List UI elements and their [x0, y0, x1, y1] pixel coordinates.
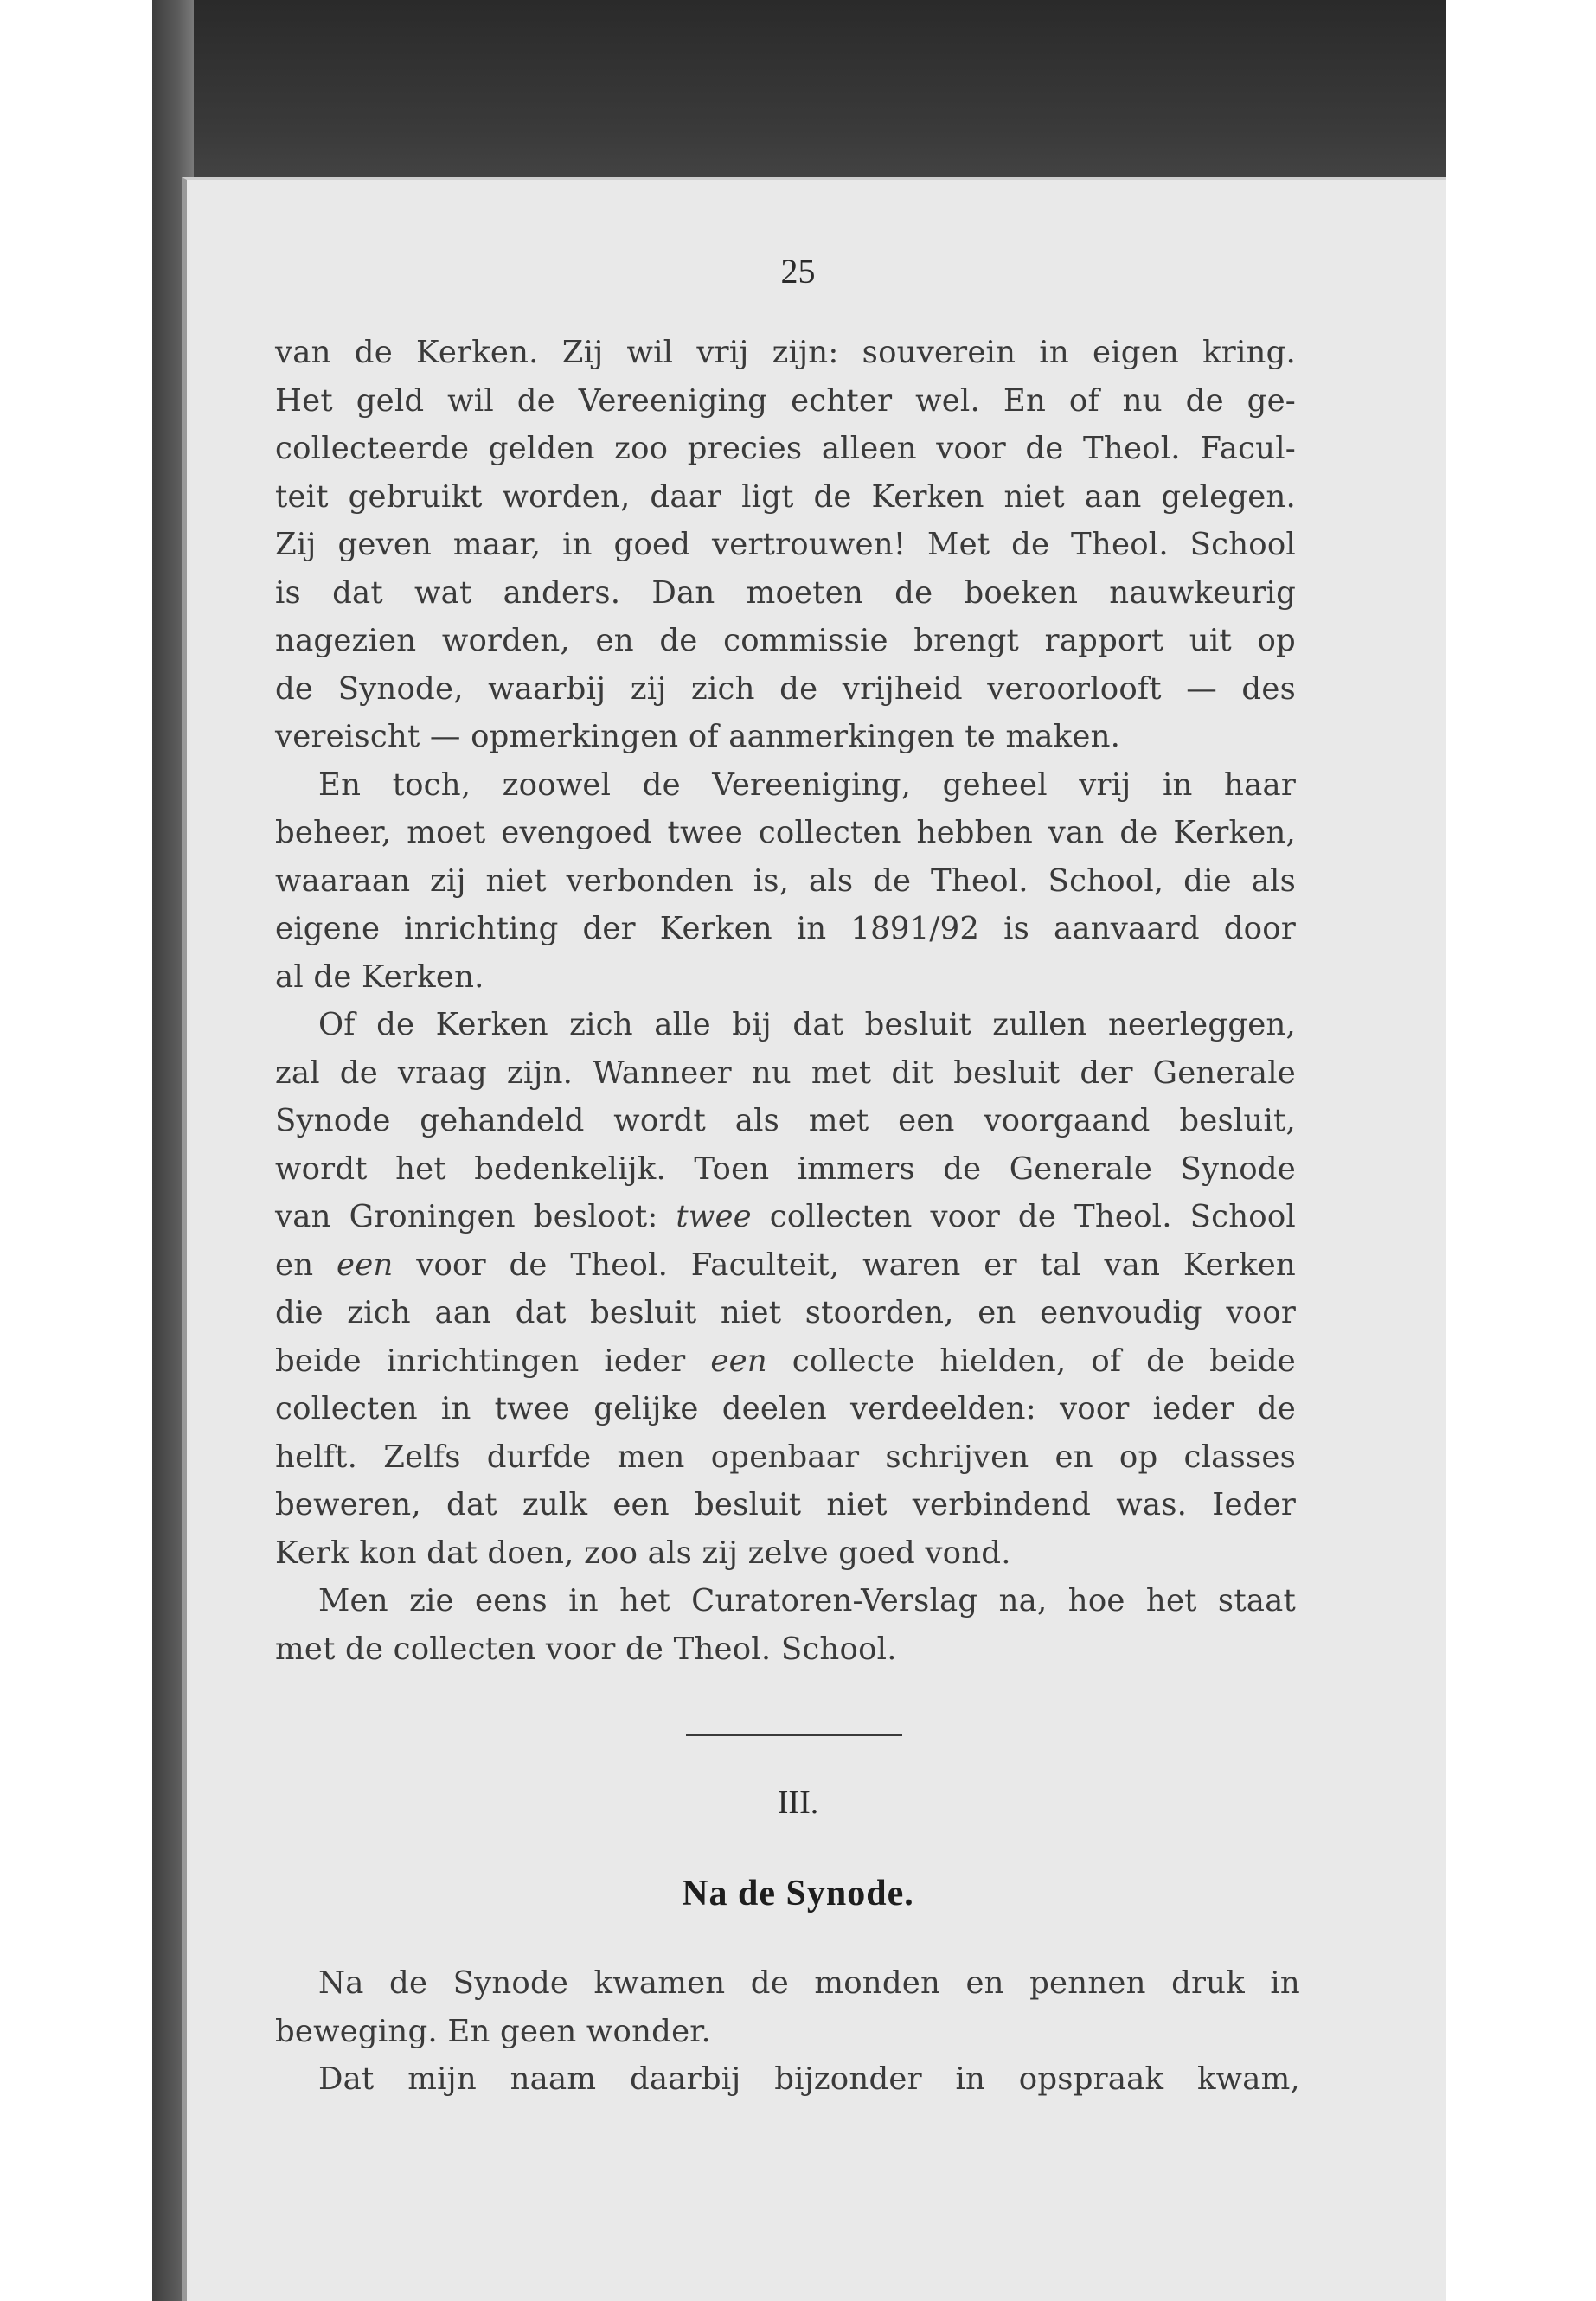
- text-line: beheer, moet evengoed twee collecten hebben van de Kerken,: [275, 815, 1296, 850]
- body-text: [275, 329, 1296, 1673]
- text-line: wordt het bedenkelijk. Toen immers de Generale Synode: [275, 1150, 1296, 1187]
- text-line: is dat wat anders. Dan moeten de boeken nauwkeurig: [275, 574, 1296, 611]
- text-line: Men zie eens in het Curatoren-Verslag na, hoe het staat: [318, 1583, 1296, 1618]
- page-number: 25: [780, 252, 816, 291]
- section-numeral: III.: [777, 1785, 819, 1821]
- text-line: collecteerde gelden zoo precies alleen voor de Theol. Facul-: [275, 431, 1296, 466]
- text-line: waaraan zij niet verbonden is, als de Theol. School, die als: [275, 862, 1296, 899]
- text-line: teit gebruikt worden, daar ligt de Kerken niet aan gelegen.: [275, 478, 1296, 515]
- italic-word: een: [337, 1247, 394, 1283]
- text-line: [275, 1193, 1296, 1241]
- text-line: vereischt — opmerkingen of aanmerkingen te maken.: [275, 719, 1121, 754]
- text-line: Kerk kon dat doen, zoo als zij zelve goed vond.: [275, 1535, 1011, 1571]
- text-line: met de collecten voor de Theol. School.: [275, 1631, 897, 1667]
- text-line: collecten in twee gelijke deelen verdeelden: voor ieder de: [275, 1391, 1296, 1426]
- text-line: Zij geven maar, in goed vertrouwen! Met de Theol. School: [275, 527, 1296, 562]
- text-line: beweren, dat zulk een besluit niet verbindend was. Ieder: [275, 1487, 1296, 1522]
- text-line: eigene inrichting der Kerken in 1891/92 is aanvaard door: [275, 911, 1296, 946]
- text-segment: beide inrichtingen ieder: [275, 1343, 686, 1379]
- text-segment: collecten voor de Theol. School: [769, 1199, 1296, 1234]
- text-segment: en: [275, 1247, 314, 1283]
- italic-word: een: [710, 1343, 767, 1379]
- text-line: al de Kerken.: [275, 958, 484, 995]
- text-line: Na de Synode kwamen de monden en pennen druk in: [318, 1965, 1300, 2001]
- text-line: [275, 1241, 1296, 1290]
- section-title: Na de Synode.: [682, 1874, 914, 1913]
- text-line: Dat mijn naam daarbij bijzonder in opspraak kwam,: [318, 2061, 1300, 2097]
- text-line: van de Kerken. Zij wil vrij zijn: souverein in eigen kring.: [275, 335, 1296, 370]
- text-line: Het geld wil de Vereeniging echter wel. En of nu de ge-: [275, 382, 1296, 419]
- text-segment: voor de Theol. Faculteit, waren er tal van Kerken: [416, 1247, 1296, 1283]
- section-divider: [686, 1734, 902, 1736]
- text-line: Of de Kerken zich alle bij dat besluit zullen neerleggen,: [318, 1007, 1296, 1042]
- text-segment: collecte hielden, of de beide: [792, 1343, 1296, 1379]
- section-text: [275, 1959, 1300, 2104]
- text-line: die zich aan dat besluit niet stoorden, en eenvoudig voor: [275, 1295, 1296, 1330]
- text-line: En toch, zoowel de Vereeniging, geheel vrij in haar: [318, 766, 1296, 803]
- text-line: nagezien worden, en de commissie brengt rapport uit op: [275, 623, 1296, 658]
- text-line: de Synode, waarbij zij zich de vrijheid veroorlooft — des: [275, 670, 1296, 707]
- text-segment: van Groningen besloot:: [275, 1199, 658, 1234]
- italic-word: twee: [676, 1199, 752, 1234]
- text-line: zal de vraag zijn. Wanneer nu met dit besluit der Generale: [275, 1054, 1296, 1091]
- text-line: helft. Zelfs durfde men openbaar schrijven en op classes: [275, 1439, 1296, 1475]
- text-line: beweging. En geen wonder.: [275, 2013, 712, 2049]
- text-line: [275, 1337, 1296, 1386]
- text-line: Synode gehandeld wordt als met een voorgaand besluit,: [275, 1103, 1296, 1138]
